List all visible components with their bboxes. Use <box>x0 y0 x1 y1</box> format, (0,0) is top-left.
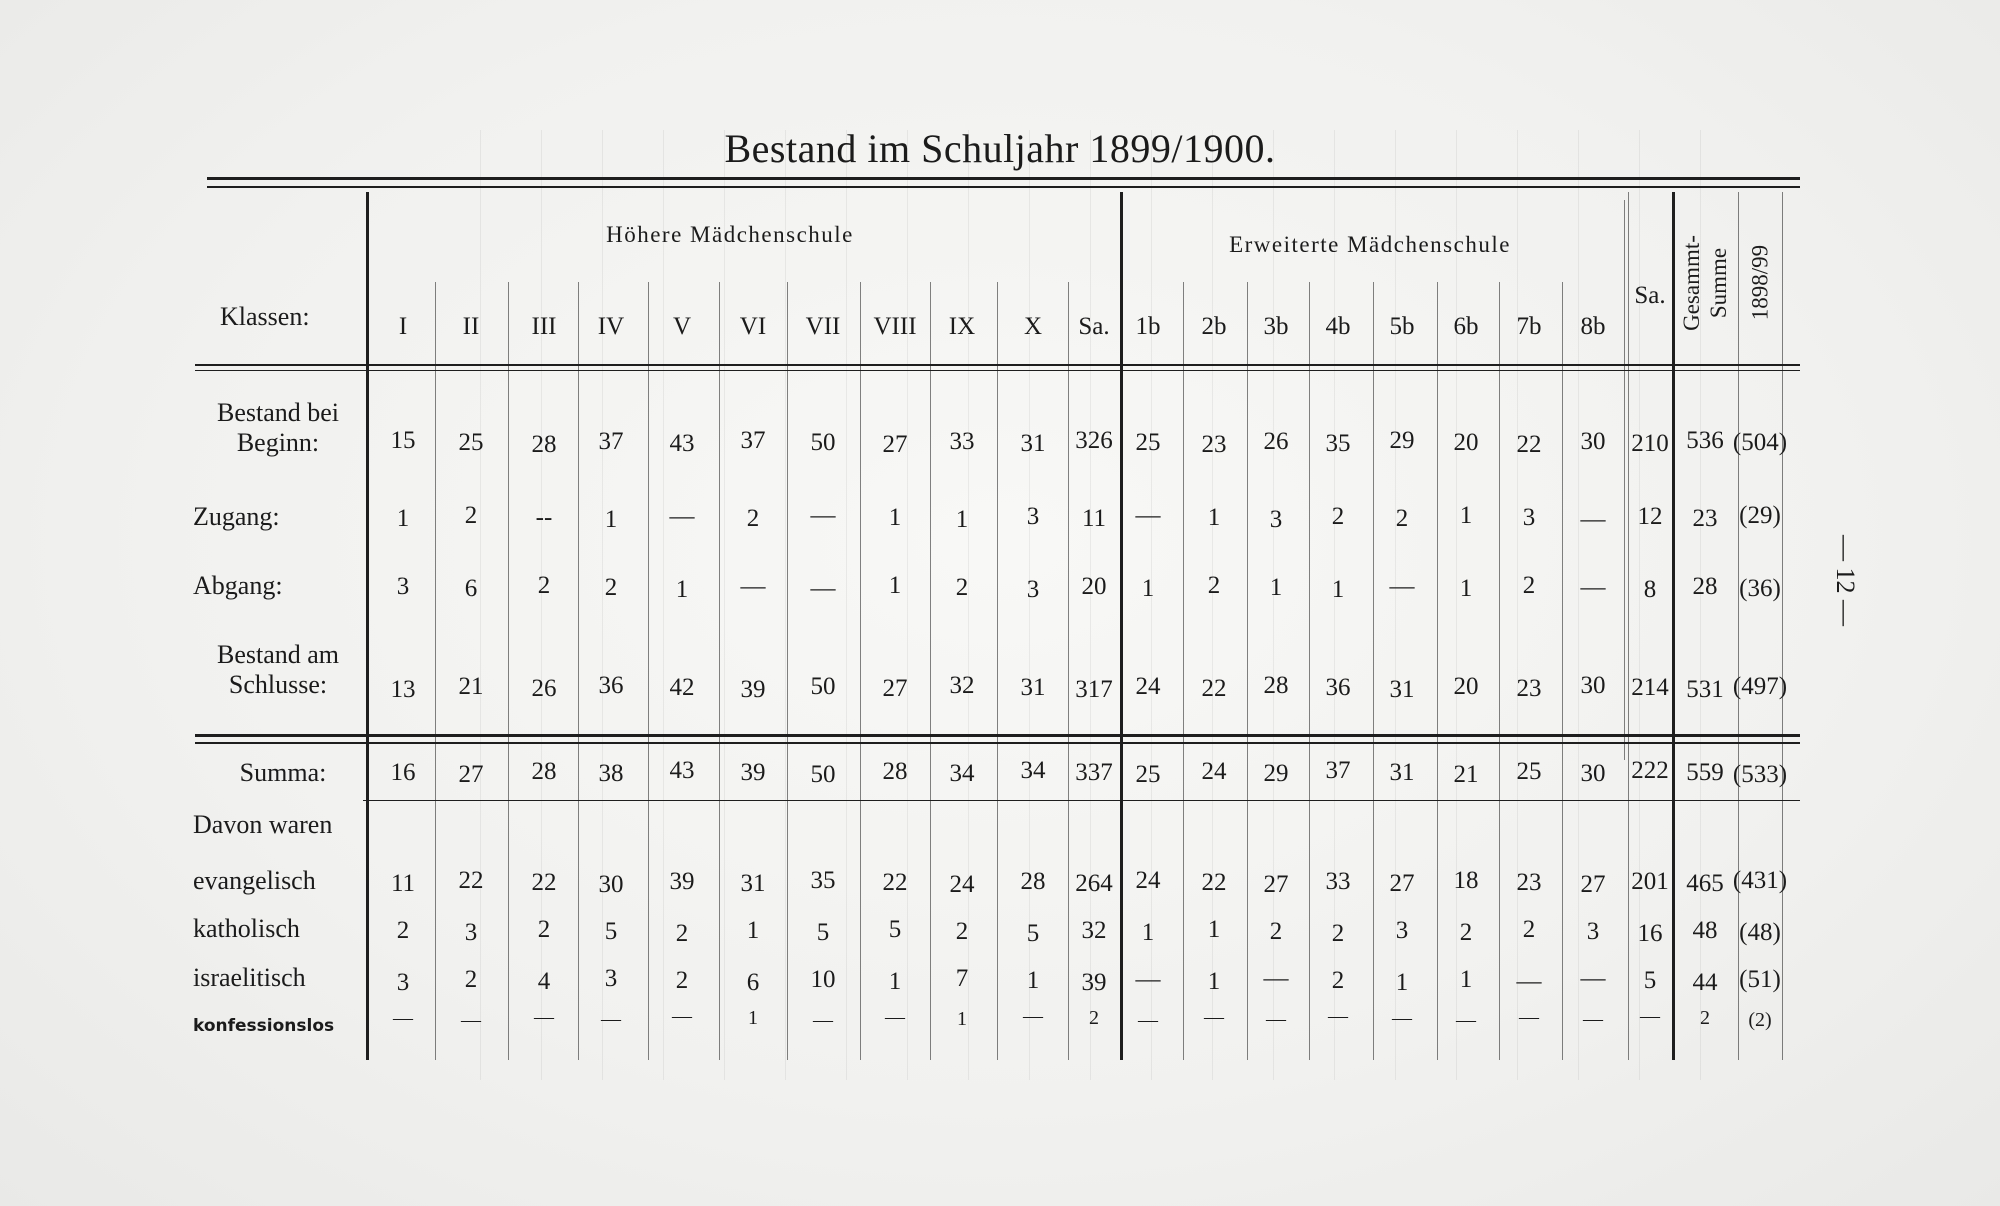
table-cell: — <box>1580 965 1606 992</box>
table-cell: 16 <box>1637 920 1663 947</box>
table-cell: 27 <box>882 675 908 702</box>
column-header: 7b <box>1516 313 1542 340</box>
top-rule <box>207 177 1800 180</box>
table-cell: 50 <box>810 429 836 456</box>
table-cell: 36 <box>598 672 624 699</box>
table-cell: 2 <box>955 918 969 945</box>
column-header: III <box>531 313 557 340</box>
table-cell: 33 <box>1325 868 1351 895</box>
table-cell: (51) <box>1739 966 1781 993</box>
table-cell: — <box>1138 1009 1158 1031</box>
table-cell: 24 <box>1201 758 1227 785</box>
table-cell: 30 <box>1580 760 1606 787</box>
table-cell: 3 <box>1395 917 1409 944</box>
table-cell: — <box>534 1006 554 1028</box>
table-cell: 11 <box>390 870 416 897</box>
table-cell: 2 <box>1331 967 1345 994</box>
table-cell: — <box>1519 1006 1539 1028</box>
row-label: Bestand am Schlusse: <box>216 640 340 699</box>
table-cell: 1 <box>1207 504 1221 531</box>
table-cell: 32 <box>1081 917 1107 944</box>
table-cell: 24 <box>1135 673 1161 700</box>
column-header: VIII <box>873 313 917 340</box>
table-cell: 2 <box>464 502 478 529</box>
column-header: 5b <box>1389 313 1415 340</box>
table-cell: 31 <box>740 870 766 897</box>
column-header: X <box>1023 313 1043 340</box>
table-cell: 43 <box>669 757 695 784</box>
table-cell: -- <box>535 504 553 531</box>
row-label: Summa: <box>239 758 327 787</box>
column-header: 4b <box>1325 313 1351 340</box>
table-cell: 2 <box>1700 1007 1710 1029</box>
table-cell: 2 <box>1089 1007 1099 1029</box>
table-cell: 3 <box>1269 506 1283 533</box>
table-cell: 3 <box>396 969 410 996</box>
table-cell: 25 <box>458 429 484 456</box>
table-cell: 22 <box>1201 675 1227 702</box>
table-cell: — <box>810 575 836 602</box>
table-cell: 29 <box>1389 427 1415 454</box>
table-cell: 27 <box>882 431 908 458</box>
table-cell: (2) <box>1748 1009 1772 1031</box>
table-cell: 3 <box>1026 503 1040 530</box>
table-cell: 34 <box>949 760 975 787</box>
table-cell: — <box>1392 1007 1412 1029</box>
table-cell: 222 <box>1631 757 1669 784</box>
column-header: IV <box>597 313 625 340</box>
table-cell: 27 <box>1389 870 1415 897</box>
table-cell: (48) <box>1739 919 1781 946</box>
table-cell: — <box>1135 502 1161 529</box>
table-cell: 22 <box>882 869 908 896</box>
table-cell: 465 <box>1686 870 1724 897</box>
column-header: Gesammt-Summe <box>1679 235 1731 331</box>
column-header: IX <box>948 313 976 340</box>
row-label: israelitisch <box>193 963 306 992</box>
table-cell: 1 <box>1207 916 1221 943</box>
table-cell: 2 <box>1269 918 1283 945</box>
table-cell: 8 <box>1643 576 1657 603</box>
column-header: VII <box>805 313 841 340</box>
table-cell: 21 <box>458 673 484 700</box>
table-cell: 2 <box>1459 919 1473 946</box>
table-cell: 28 <box>882 758 908 785</box>
table-cell: 2 <box>464 966 478 993</box>
column-header: 3b <box>1263 313 1289 340</box>
table-cell: 39 <box>740 676 766 703</box>
table-cell: 2 <box>1207 572 1221 599</box>
table-cell: 26 <box>1263 428 1289 455</box>
column-rule <box>508 282 509 1060</box>
table-cell: 1 <box>604 506 618 533</box>
table-cell: — <box>1204 1006 1224 1028</box>
table-cell: 25 <box>1135 761 1161 788</box>
table-cell: 26 <box>531 675 557 702</box>
table-cell: — <box>1580 506 1606 533</box>
table-cell: 1 <box>748 1007 758 1029</box>
table-cell: — <box>740 573 766 600</box>
table-cell: — <box>1580 574 1606 601</box>
column-header: Sa. <box>1634 282 1666 309</box>
table-cell: 2 <box>746 505 760 532</box>
column-header: 1898/99 <box>1747 244 1773 321</box>
table-cell: 34 <box>1020 757 1046 784</box>
table-cell: 50 <box>810 673 836 700</box>
column-header: Sa. <box>1078 313 1110 340</box>
column-header: 8b <box>1580 313 1606 340</box>
table-cell: 35 <box>810 867 836 894</box>
table-cell: 24 <box>949 871 975 898</box>
table-cell: 43 <box>669 430 695 457</box>
table-cell: 48 <box>1692 917 1718 944</box>
table-cell: 317 <box>1075 676 1113 703</box>
table-cell: 1 <box>1395 969 1409 996</box>
table-cell: — <box>1328 1005 1348 1027</box>
table-cell: (497) <box>1732 673 1788 700</box>
top-rule-2 <box>207 186 1800 188</box>
column-rule <box>787 282 788 1060</box>
table-cell: (504) <box>1732 429 1788 456</box>
table-cell: 3 <box>464 919 478 946</box>
table-cell: 5 <box>1643 967 1657 994</box>
table-cell: 1 <box>1026 967 1040 994</box>
table-cell: 22 <box>531 869 557 896</box>
table-cell: 21 <box>1453 761 1479 788</box>
table-cell: — <box>885 1006 905 1028</box>
table-cell: 6 <box>464 575 478 602</box>
table-cell: 1 <box>888 572 902 599</box>
table-cell: 5 <box>888 916 902 943</box>
table-cell: 3 <box>396 573 410 600</box>
table-cell: 2 <box>604 574 618 601</box>
table-cell: — <box>1516 968 1542 995</box>
table-cell: 28 <box>1263 672 1289 699</box>
table-cell: 2 <box>675 920 689 947</box>
table-cell: 27 <box>458 761 484 788</box>
table-cell: 23 <box>1516 869 1542 896</box>
table-cell: 536 <box>1686 427 1724 454</box>
row-label: Abgang: <box>193 571 283 600</box>
table-cell: — <box>669 503 695 530</box>
table-cell: — <box>1456 1009 1476 1031</box>
table-cell: 30 <box>1580 428 1606 455</box>
table-cell: 1 <box>955 506 969 533</box>
table-cell: 36 <box>1325 674 1351 701</box>
table-cell: — <box>1023 1005 1043 1027</box>
table-cell: 11 <box>1081 505 1107 532</box>
table-cell: 6 <box>746 969 760 996</box>
row-label: Zugang: <box>193 502 280 531</box>
table-cell: 264 <box>1075 870 1113 897</box>
column-rule <box>997 282 998 1060</box>
table-cell: 31 <box>1020 430 1046 457</box>
table-cell: 16 <box>390 759 416 786</box>
row-label: Bestand bei Beginn: <box>216 398 340 457</box>
table-cell: (29) <box>1739 502 1781 529</box>
table-cell: 1 <box>1207 968 1221 995</box>
table-cell: 2 <box>537 916 551 943</box>
table-cell: 24 <box>1135 867 1161 894</box>
table-cell: 23 <box>1516 675 1542 702</box>
table-cell: 31 <box>1020 674 1046 701</box>
table-cell: 25 <box>1135 429 1161 456</box>
table-cell: 1 <box>888 504 902 531</box>
table-cell: 4 <box>537 968 551 995</box>
table-cell: 37 <box>740 427 766 454</box>
row-label: Davon waren <box>193 810 333 839</box>
table-cell: — <box>810 502 836 529</box>
table-cell: 2 <box>1395 505 1409 532</box>
table-cell: 30 <box>598 871 624 898</box>
table-cell: 28 <box>1692 573 1718 600</box>
page-title: Bestand im Schuljahr 1899/1900. <box>724 126 1276 171</box>
table-cell: 326 <box>1075 427 1113 454</box>
table-cell: 20 <box>1453 673 1479 700</box>
table-cell: 2 <box>396 917 410 944</box>
table-cell: 5 <box>816 919 830 946</box>
table-cell: — <box>672 1005 692 1027</box>
table-cell: 22 <box>458 867 484 894</box>
table-cell: — <box>1263 965 1289 992</box>
table-cell: 2 <box>1522 916 1536 943</box>
table-cell: 42 <box>669 674 695 701</box>
table-cell: 31 <box>1389 759 1415 786</box>
table-cell: 37 <box>1325 757 1351 784</box>
table-cell: 15 <box>390 427 416 454</box>
table-cell: — <box>1583 1008 1603 1030</box>
table-cell: — <box>461 1009 481 1031</box>
table-cell: 1 <box>1459 575 1473 602</box>
table-cell: 35 <box>1325 430 1351 457</box>
header-group-erweiterte: Erweiterte Mädchenschule <box>1229 232 1511 257</box>
row-label: katholisch <box>193 914 300 943</box>
table-cell: (36) <box>1739 575 1781 602</box>
table-cell: 18 <box>1453 867 1479 894</box>
table-cell: 25 <box>1516 758 1542 785</box>
table-cell: — <box>601 1008 621 1030</box>
table-cell: 2 <box>675 967 689 994</box>
header-group-hoehere: Höhere Mädchenschule <box>606 222 854 247</box>
column-header: 2b <box>1201 313 1227 340</box>
table-cell: 37 <box>598 428 624 455</box>
table-cell: — <box>393 1007 413 1029</box>
table-cell: 39 <box>1081 969 1107 996</box>
page-number: — 12 — <box>1831 535 1860 626</box>
table-cell: 22 <box>1516 431 1542 458</box>
table-cell: 20 <box>1081 573 1107 600</box>
table-cell: 3 <box>1522 504 1536 531</box>
table-cell: 201 <box>1631 868 1669 895</box>
table-cell: 23 <box>1201 431 1227 458</box>
table-cell: 210 <box>1631 430 1669 457</box>
table-cell: — <box>1389 573 1415 600</box>
table-cell: 33 <box>949 428 975 455</box>
table-cell: 1 <box>1459 502 1473 529</box>
table-cell: 39 <box>669 868 695 895</box>
table-cell: 1 <box>675 576 689 603</box>
row-label: evangelisch <box>193 866 316 895</box>
table-cell: 2 <box>1522 572 1536 599</box>
table-cell: 1 <box>1331 576 1345 603</box>
table-cell: 214 <box>1631 674 1669 701</box>
table-cell: 28 <box>531 431 557 458</box>
table-cell: (533) <box>1732 761 1788 788</box>
table-cell: 1 <box>1459 966 1473 993</box>
table-cell: 5 <box>1026 920 1040 947</box>
table-cell: 27 <box>1580 871 1606 898</box>
table-cell: 1 <box>888 968 902 995</box>
column-header: VI <box>739 313 767 340</box>
column-header: 1b <box>1135 313 1161 340</box>
table-cell: 3 <box>604 965 618 992</box>
table-cell: 2 <box>1331 920 1345 947</box>
table-cell: 50 <box>810 761 836 788</box>
table-cell: 22 <box>1201 869 1227 896</box>
column-header: V <box>672 313 692 340</box>
header-row-label: Klassen: <box>220 302 310 331</box>
table-cell: 1 <box>396 505 410 532</box>
table-cell: 1 <box>1141 575 1155 602</box>
table-cell: 31 <box>1389 676 1415 703</box>
column-header: 6b <box>1453 313 1479 340</box>
table-cell: — <box>813 1009 833 1031</box>
table-cell: 23 <box>1692 505 1718 532</box>
table-cell: 29 <box>1263 760 1289 787</box>
table-cell: 1 <box>957 1008 967 1030</box>
table-cell: 559 <box>1686 759 1724 786</box>
table-cell: 3 <box>1026 576 1040 603</box>
table-cell: — <box>1640 1005 1660 1027</box>
table-cell: 1 <box>1269 574 1283 601</box>
column-header: II <box>462 313 480 340</box>
table-cell: 337 <box>1075 759 1113 786</box>
table-cell: 38 <box>598 760 624 787</box>
table-cell: (431) <box>1732 867 1788 894</box>
table-cell: — <box>1266 1008 1286 1030</box>
table-cell: 1 <box>1141 919 1155 946</box>
table-cell: — <box>1135 966 1161 993</box>
table-cell: 5 <box>604 918 618 945</box>
table-cell: 30 <box>1580 672 1606 699</box>
row-label: konfessionslos <box>193 1016 335 1036</box>
table-cell: 13 <box>390 676 416 703</box>
table-cell: 531 <box>1686 676 1724 703</box>
table-cell: 28 <box>531 758 557 785</box>
table-cell: 3 <box>1586 918 1600 945</box>
table-cell: 27 <box>1263 871 1289 898</box>
table-cell: 39 <box>740 759 766 786</box>
table-cell: 12 <box>1637 503 1663 530</box>
table-cell: 1 <box>746 917 760 944</box>
table-cell: 28 <box>1020 868 1046 895</box>
table-cell: 7 <box>955 965 969 992</box>
table-cell: 44 <box>1692 969 1718 996</box>
table-cell: 2 <box>537 572 551 599</box>
table-cell: 20 <box>1453 429 1479 456</box>
table-cell: 10 <box>810 966 836 993</box>
table-cell: 32 <box>949 672 975 699</box>
table-cell: 2 <box>1331 503 1345 530</box>
column-header: I <box>398 313 408 340</box>
table-cell: 2 <box>955 574 969 601</box>
